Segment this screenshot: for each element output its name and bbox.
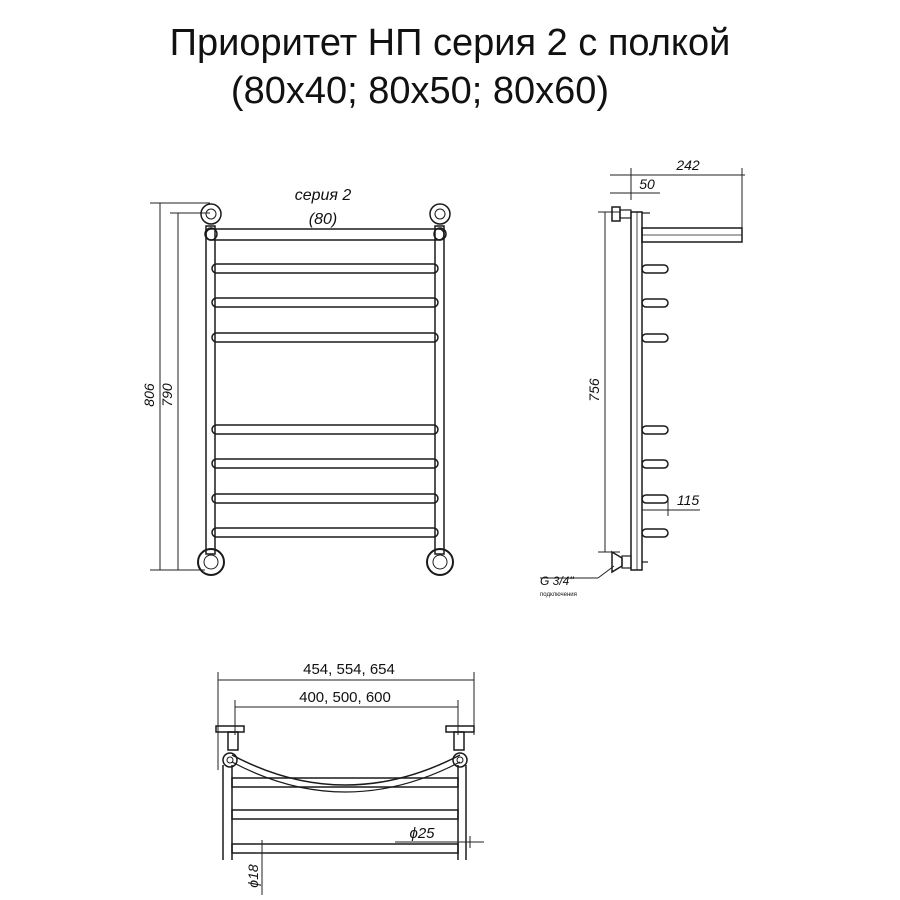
- dim-115: 115: [676, 492, 700, 508]
- front-view: [141, 187, 453, 575]
- dim-width-inner: 400, 500, 600: [299, 689, 391, 706]
- dim-50: 50: [639, 176, 655, 192]
- drawing-title: Приоритет НП серия 2 с полкой: [169, 22, 731, 64]
- dim-806: 806: [141, 383, 157, 407]
- dim-790: 790: [159, 383, 175, 407]
- series-label: серия 2: [294, 187, 352, 204]
- series-code: (80): [308, 211, 338, 228]
- dim-242: 242: [676, 157, 700, 173]
- dim-pipe-main: ϕ25: [409, 825, 435, 842]
- side-view: [540, 157, 745, 598]
- drawing-subtitle: (80х40; 80х50; 80х60): [230, 70, 610, 112]
- thread-note: подключения: [540, 592, 577, 598]
- dim-width-outer: 454, 554, 654: [303, 661, 395, 678]
- thread-label: G 3/4": [540, 574, 574, 588]
- dim-pipe-rung: ϕ18: [245, 864, 261, 888]
- dim-756: 756: [586, 378, 602, 402]
- bottom-view: [216, 661, 484, 895]
